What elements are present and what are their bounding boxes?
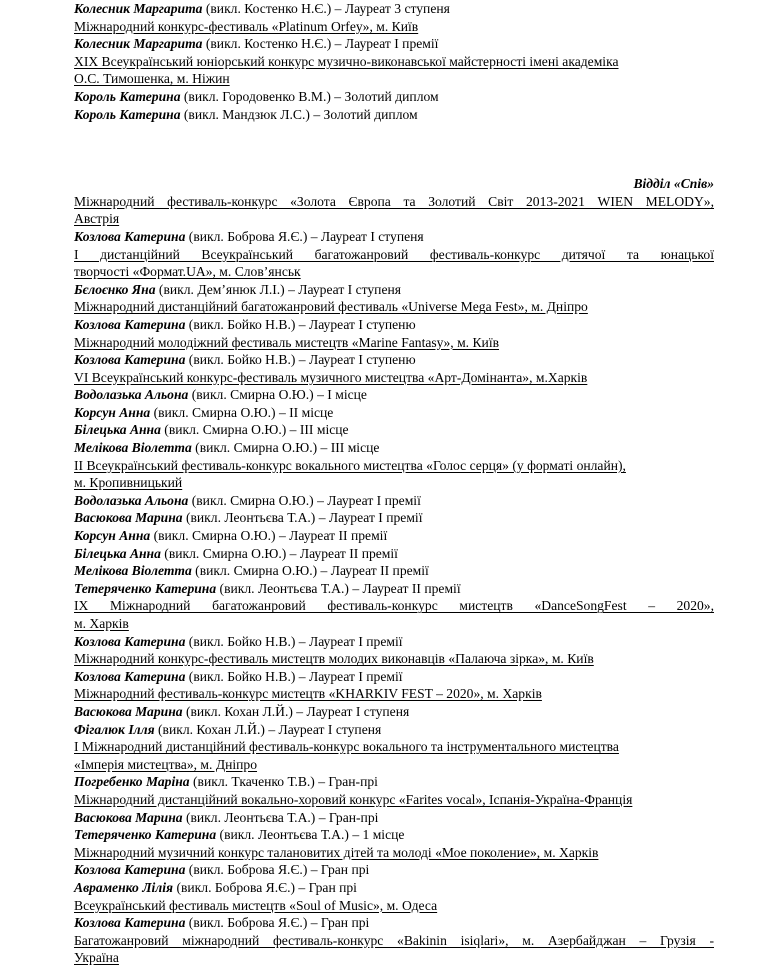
award-details: (викл. Леонтьєва Т.А.) – Лауреат ІІ премії <box>216 580 461 596</box>
award-details: (викл. Костенко Н.Є.) – Лауреат І премії <box>202 36 439 52</box>
award-entry <box>74 228 714 246</box>
participant-name: Фігалюк Ілля <box>74 721 155 737</box>
participant-name: Мелікова Віолетта <box>74 440 192 456</box>
award-entry <box>74 106 714 124</box>
event-title: XIX Всеукраїнський юніорський конкурс музично-виконавської майстерності імені академіка <box>74 53 619 69</box>
event-title: творчості «Формат.UA», м. Слов’янськ <box>74 264 301 280</box>
participant-name: Васюкова Марина <box>74 703 183 719</box>
award-entry <box>74 527 714 545</box>
event-title: Міжнародний фестиваль-конкурс «Золота Європа та Золотий Світ 2013-2021 WIEN MELODY», <box>74 193 714 209</box>
award-details: (викл. Ткаченко Т.В.) – Гран-прі <box>189 774 378 790</box>
participant-name: Корсун Анна <box>74 404 151 420</box>
award-details: (викл. Бойко Н.В.) – Лауреат І ступеню <box>185 352 416 368</box>
event-title: І дистанційний Всеукраїнський багатожанровий фестиваль-конкурс дитячої та юнацької <box>74 246 714 262</box>
event-title: м. Кропивницький <box>74 475 183 491</box>
award-details: (викл. Леонтьєва Т.А.) – Гран-прі <box>182 809 379 825</box>
event-title: Міжнародний конкурс-фестиваль мистецтв молодих виконавців «Палаюча зірка», м. Київ <box>74 651 594 667</box>
event-title: Міжнародний фестиваль-конкурс мистецтв «KHARKIV FEST – 2020», м. Харків <box>74 686 542 702</box>
award-details: (викл. Смирна О.Ю.) – Лауреат ІІ премії <box>160 545 398 561</box>
event-title: Міжнародний музичний конкурс талановитих дітей та молоді «Мое поколение», м. Харків <box>74 844 599 860</box>
award-entry <box>74 386 714 404</box>
award-details: (викл. Смирна О.Ю.) – Лауреат ІІ премії <box>191 563 429 579</box>
award-entry <box>74 562 714 580</box>
award-entry <box>74 721 714 739</box>
participant-name: Бєлоєнко Яна <box>74 281 156 297</box>
award-details: (викл. Боброва Я.Є.) – Гран прі <box>185 862 370 878</box>
award-entry <box>74 580 714 598</box>
award-entry <box>74 421 714 439</box>
award-entry <box>74 668 714 686</box>
award-details: (викл. Городовенко В.М.) – Золотий диплом <box>180 88 439 104</box>
participant-name: Козлова Катерина <box>74 228 186 244</box>
award-details: (викл. Мандзюк Л.С.) – Золотий диплом <box>180 106 418 122</box>
event-title: Міжнародний конкурс-фестиваль «Platinum Orfey», м. Київ <box>74 18 419 34</box>
award-entry <box>74 773 714 791</box>
document-page <box>74 0 714 967</box>
award-details: (викл. Смирна О.Ю.) – ІІ місце <box>150 404 334 420</box>
award-details: (викл. Смирна О.Ю.) – Лауреат І премії <box>188 492 421 508</box>
event-title: Україна <box>74 950 119 966</box>
award-entry <box>74 439 714 457</box>
event-title: Всеукраїнський фестиваль мистецтв «Soul of Music», м. Одеса <box>74 897 438 913</box>
participant-name: Козлова Катерина <box>74 862 186 878</box>
award-entry <box>74 281 714 299</box>
participant-name: Король Катерина <box>74 88 181 104</box>
award-details: (викл. Бойко Н.В.) – Лауреат І премії <box>185 668 403 684</box>
participant-name: Козлова Катерина <box>74 316 186 332</box>
award-entry <box>74 492 714 510</box>
participant-name: Козлова Катерина <box>74 633 186 649</box>
award-details: (викл. Боброва Я.Є.) – Гран прі <box>173 879 357 895</box>
award-details: (викл. Костенко Н.Є.) – Лауреат 3 ступеня <box>202 1 450 16</box>
event-title: Багатожанровий міжнародний фестиваль-конкурс «Bakinin isiqlari», м. Азербайджан – Грузія - <box>74 932 714 948</box>
award-details: (викл. Кохан Л.Й.) – Лауреат І ступеня <box>154 721 382 737</box>
award-details: (викл. Смирна О.Ю.) – ІІІ місце <box>191 440 380 456</box>
award-details: (викл. Бойко Н.В.) – Лауреат І премії <box>185 633 403 649</box>
participant-name: Погребенко Маріна <box>74 774 190 790</box>
event-title: Міжнародний дистанційний вокально-хоровий конкурс «Farites vocal», Іспанія-Україна-Франція <box>74 791 633 807</box>
singing-section <box>74 193 714 967</box>
award-entry <box>74 404 714 422</box>
award-details: (викл. Смирна О.Ю.) – Лауреат ІІ премії <box>150 528 388 544</box>
event-title: «Імперія мистецтва», м. Дніпро <box>74 756 258 772</box>
participant-name: Водолазька Альона <box>74 387 189 403</box>
participant-name: Козлова Катерина <box>74 668 186 684</box>
award-entry <box>74 703 714 721</box>
participant-name: Білецька Анна <box>74 545 161 561</box>
award-entry <box>74 826 714 844</box>
participant-name: Козлова Катерина <box>74 352 186 368</box>
event-title: Австрія <box>74 211 120 227</box>
participant-name: Козлова Катерина <box>74 915 186 931</box>
event-title: О.С. Тимошенка, м. Ніжин <box>74 71 230 87</box>
section-heading: Відділ «Спів» <box>633 176 714 192</box>
participant-name: Тетеряченко Катерина <box>74 580 217 596</box>
participant-name: Колесник Маргарита <box>74 1 203 16</box>
participant-name: Водолазька Альона <box>74 492 189 508</box>
award-details: (викл. Дем’янюк Л.І.) – Лауреат І ступеня <box>155 281 402 297</box>
award-details: (викл. Кохан Л.Й.) – Лауреат І ступеня <box>182 703 410 719</box>
event-title: м. Харків <box>74 616 129 631</box>
award-details: (викл. Леонтьєва Т.А.) – 1 місце <box>216 827 405 843</box>
award-entry <box>74 861 714 879</box>
award-entry <box>74 0 714 18</box>
participant-name: Васюкова Марина <box>74 809 183 825</box>
award-details: (викл. Боброва Я.Є.) – Гран прі <box>185 915 370 931</box>
event-title: IX Міжнародний багатожанровий фестиваль-конкурс мистецтв «DanceSongFest – 2020», <box>74 598 714 614</box>
participant-name: Мелікова Віолетта <box>74 563 192 579</box>
award-entry <box>74 633 714 651</box>
event-title: ІІ Всеукраїнський фестиваль-конкурс вокального мистецтва «Голос серця» (у форматі онлайн), <box>74 457 626 473</box>
award-entry <box>74 879 714 897</box>
award-entry <box>74 809 714 827</box>
participant-name: Колесник Маргарита <box>74 36 203 52</box>
participant-name: Тетеряченко Катерина <box>74 827 217 843</box>
event-title: Міжнародний молодіжний фестиваль мистецтв «Marine Fantasy», м. Київ <box>74 334 500 350</box>
participant-name: Васюкова Марина <box>74 510 183 526</box>
award-details: (викл. Смирна О.Ю.) – ІІІ місце <box>160 422 349 438</box>
award-entry <box>74 509 714 527</box>
participant-name: Корсун Анна <box>74 528 151 544</box>
award-entry <box>74 545 714 563</box>
award-entry <box>74 351 714 369</box>
event-title: І Міжнародний дистанційний фестиваль-конкурс вокального та інструментального мистецтва <box>74 739 619 755</box>
section-spacer <box>74 123 714 175</box>
award-details: (викл. Леонтьєва Т.А.) – Лауреат І премії <box>182 510 423 526</box>
award-details: (викл. Боброва Я.Є.) – Лауреат І ступеня <box>185 228 424 244</box>
participant-name: Король Катерина <box>74 106 181 122</box>
participant-name: Авраменко Лілія <box>74 879 174 895</box>
award-details: (викл. Бойко Н.В.) – Лауреат І ступеню <box>185 316 416 332</box>
award-entry <box>74 316 714 334</box>
award-entry <box>74 35 714 53</box>
event-title: VI Всеукраїнський конкурс-фестиваль музичного мистецтва «Арт-Домінанта», м.Харків <box>74 369 588 385</box>
participant-name: Білецька Анна <box>74 422 161 438</box>
award-entry <box>74 914 714 932</box>
award-entry <box>74 88 714 106</box>
award-details: (викл. Смирна О.Ю.) – І місце <box>188 387 367 403</box>
event-title: Міжнародний дистанційний багатожанровий фестиваль «Universe Mega Fest», м. Дніпро <box>74 299 588 315</box>
top-block <box>74 0 714 123</box>
